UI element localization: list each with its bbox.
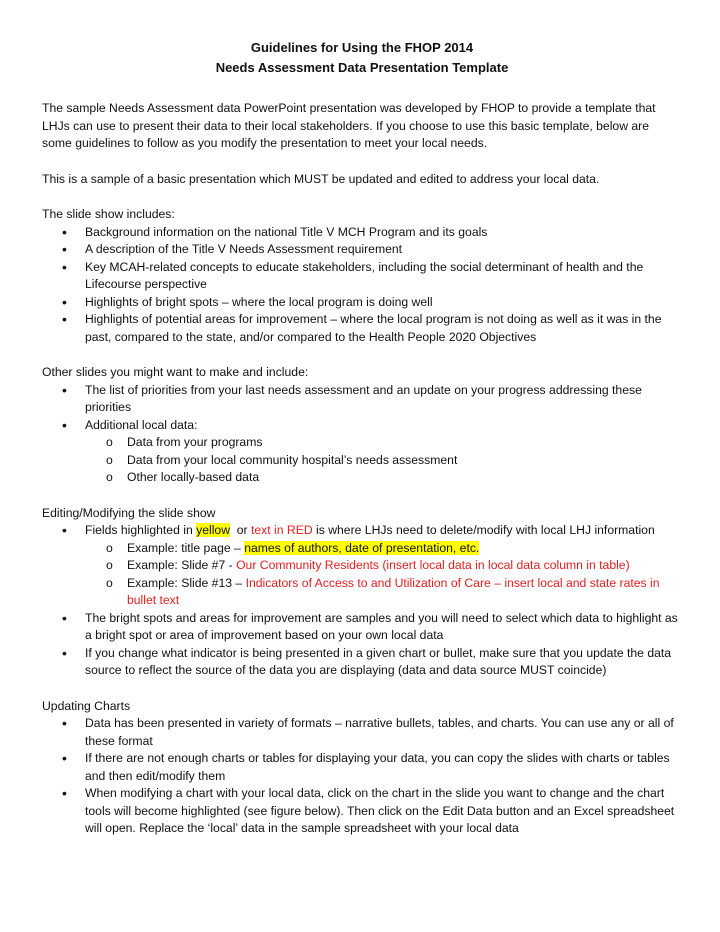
examples-sublist	[85, 540, 682, 610]
includes-list	[42, 224, 682, 347]
list-item	[85, 522, 682, 610]
sub-list-item	[127, 557, 682, 575]
other-slides-list	[42, 382, 682, 487]
additional-data-label: Additional local data:	[85, 417, 198, 432]
list-item: • Background information on the national Title V MCH Program and its goals	[85, 224, 682, 242]
list-item: • The bright spots and areas for improvement are samples and you will need to select which data to highlight as a bright spot or area of improvement based on your own local data	[85, 610, 682, 645]
fields-text-c: is where LHJs need to delete/modify with local LHJ information	[312, 523, 655, 537]
intro-paragraph: The sample Needs Assessment data PowerPoint presentation was developed by FHOP to provide a template that LHJs can use to present their data to their local stakeholders. If you choose to use this basic template, below are some guidelines to follow as you modify the presentation to meet your local needs.	[42, 101, 656, 150]
editing-heading: Editing/Modifying the slide show	[42, 505, 216, 520]
document-title	[42, 38, 682, 78]
document-page	[42, 38, 682, 838]
list-item: • Highlights of potential areas for improvement – where the local program is not doing as well as it was in the past, compared to the state, and/or compared to the Health People 2020 Objectives	[85, 311, 682, 346]
example-1-highlight: names of authors, date of presentation, etc.	[244, 540, 480, 555]
list-item: • When modifying a chart with your local data, click on the chart in the slide you want to change and the chart tools will become highlighted (see figure below). Then click on the Edit Data button and an Excel spreadsheet will open. Replace the ‘local’ data in the sample spreadsheet with your local data	[85, 785, 682, 838]
fields-text-a: Fields highlighted in	[85, 523, 197, 537]
sample-note: This is a sample of a basic presentation which MUST be updated and edited to address your local data.	[42, 171, 600, 186]
sub-list-item: o Other locally-based data	[127, 469, 682, 487]
title-line-1: Guidelines for Using the FHOP 2014	[250, 40, 474, 55]
example-3-label: Example: Slide #13 –	[127, 575, 246, 590]
yellow-highlight-text: yellow	[196, 523, 230, 537]
example-3-red: Indicators of Access to and Utilization of Care – insert local and state rates in bullet text	[127, 575, 660, 607]
red-text: text in RED	[251, 523, 313, 537]
list-item: • If you change what indicator is being presented in a given chart or bullet, make sure that you update the data source to reflect the source of the data you are displaying (data and data source MUST coincide)	[85, 645, 682, 680]
fields-text-b: or	[230, 523, 251, 537]
other-slides-heading: Other slides you might want to make and include:	[42, 365, 309, 379]
includes-heading: The slide show includes:	[42, 207, 175, 221]
sub-list-item: o Data from your local community hospital’s needs assessment	[127, 452, 682, 470]
list-item	[85, 417, 682, 487]
sub-list-item	[127, 575, 682, 610]
editing-list	[42, 522, 682, 680]
charts-list	[42, 715, 682, 838]
list-item: • Data has been presented in variety of formats – narrative bullets, tables, and charts. You can use any or all of these format	[85, 715, 682, 750]
list-item: • Key MCAH-related concepts to educate stakeholders, including the social determinant of health and the Lifecourse perspective	[85, 259, 682, 294]
sub-list-item	[127, 540, 682, 558]
list-item: • Highlights of bright spots – where the local program is doing well	[85, 294, 682, 312]
example-2-label: Example: Slide #7 -	[127, 558, 237, 572]
charts-heading: Updating Charts	[42, 698, 131, 713]
additional-data-sublist	[85, 434, 682, 487]
title-line-2: Needs Assessment Data Presentation Template	[215, 60, 509, 75]
list-item: • A description of the Title V Needs Assessment requirement	[85, 241, 682, 259]
example-1-label: Example: title page –	[127, 540, 245, 555]
list-item: • If there are not enough charts or tables for displaying your data, you can copy the slides with charts or tables and then edit/modify them	[85, 750, 682, 785]
list-item: • The list of priorities from your last needs assessment and an update on your progress addressing these priorities	[85, 382, 682, 417]
sub-list-item: o Data from your programs	[127, 434, 682, 452]
example-2-red: Our Community Residents (insert local data in local data column in table)	[236, 558, 630, 572]
